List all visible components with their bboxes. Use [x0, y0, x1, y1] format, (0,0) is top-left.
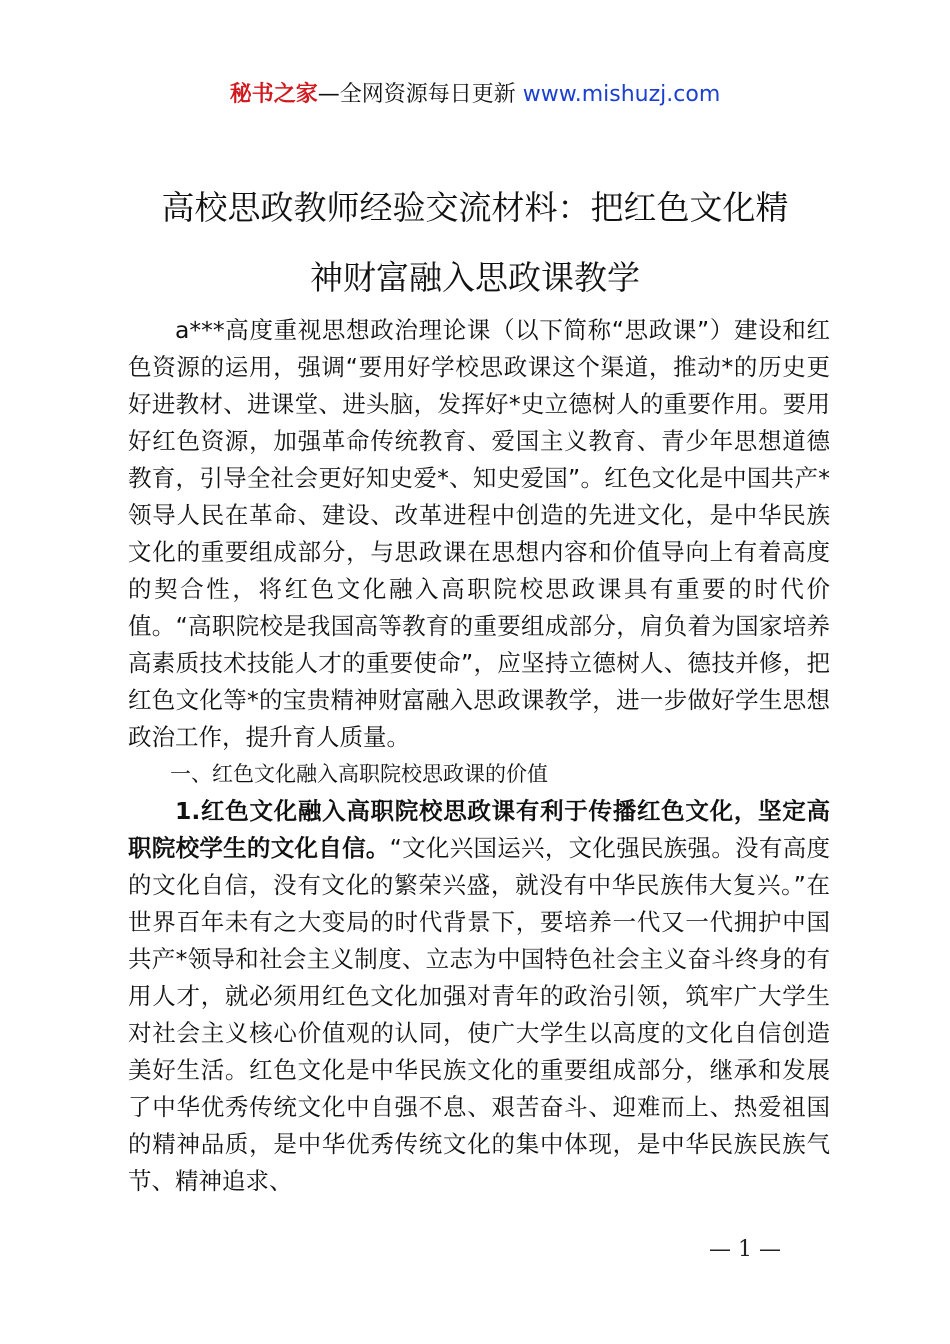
- section-heading: 一、红色文化融入高职院校思政课的价值: [170, 762, 548, 786]
- document-title-line-2: 神财富融入思政课教学: [310, 258, 640, 297]
- brand-name: 秘书之家: [229, 82, 318, 107]
- site-banner: [0, 78, 950, 112]
- page-number: — 1 —: [709, 1237, 781, 1262]
- paragraph-lead-bold: 1.红色文化融入高职院校思政课有利于传播红色文化，坚定高职院校学生的文化自信。: [128, 797, 830, 862]
- intro-paragraph: a***高度重视思想政治理论课（以下简称“思政课”）建设和红色资源的运用，强调“要用好学校思政课这个渠道，推动*的历史更好进教材、进课堂、进头脑，发挥好*史立德树人的重要作用。要用好红色资源，加强革命传统教育、爱国主义教育、青少年思想道德教育，引导全社会更好知史爱*、知史爱国”。红色文化是中国共产*领导人民在革命、建设、改革进程中创造的先进文化，是中华民族文化的重要组成部分，与思政课在思想内容和价值导向上有着高度的契合性，将红色文化融入高职院校思政课具有重要的时代价值。“高职院校是我国高等教育的重要组成部分，肩负着为国家培养高素质技术技能人才的重要使命”，应坚持立德树人、德技并修，把红色文化等*的宝贵精神财富融入思政课教学，进一步做好学生思想政治工作，提升育人质量。: [128, 316, 830, 751]
- banner-tagline: —全网资源每日更新: [317, 82, 523, 107]
- document-title-line-1: 高校思政教师经验交流材料：把红色文化精: [161, 188, 789, 227]
- site-url-link[interactable]: www.mishuzj.com: [522, 82, 721, 107]
- document-body: [128, 312, 830, 1200]
- section-paragraph: [128, 793, 830, 1200]
- paragraph-text: “文化兴国运兴，文化强民族强。没有高度的文化自信，没有文化的繁荣兴盛，就没有中华民族伟大复兴。”在世界百年未有之大变局的时代背景下，要培养一代又一代拥护中国共产*领导和社会主义制度、立志为中国特色社会主义奋斗终身的有用人才，就必须用红色文化加强对青年的政治引领，筑牢广大学生对社会主义核心价值观的认同，使广大学生以高度的文化自信创造美好生活。红色文化是中华民族文化的重要组成部分，继承和发展了中华优秀传统文化中自强不息、艰苦奋斗、迎难而上、热爱祖国的精神品质，是中华优秀传统文化的集中体现，是中华民族民族气节、精神追求、: [128, 834, 830, 1195]
